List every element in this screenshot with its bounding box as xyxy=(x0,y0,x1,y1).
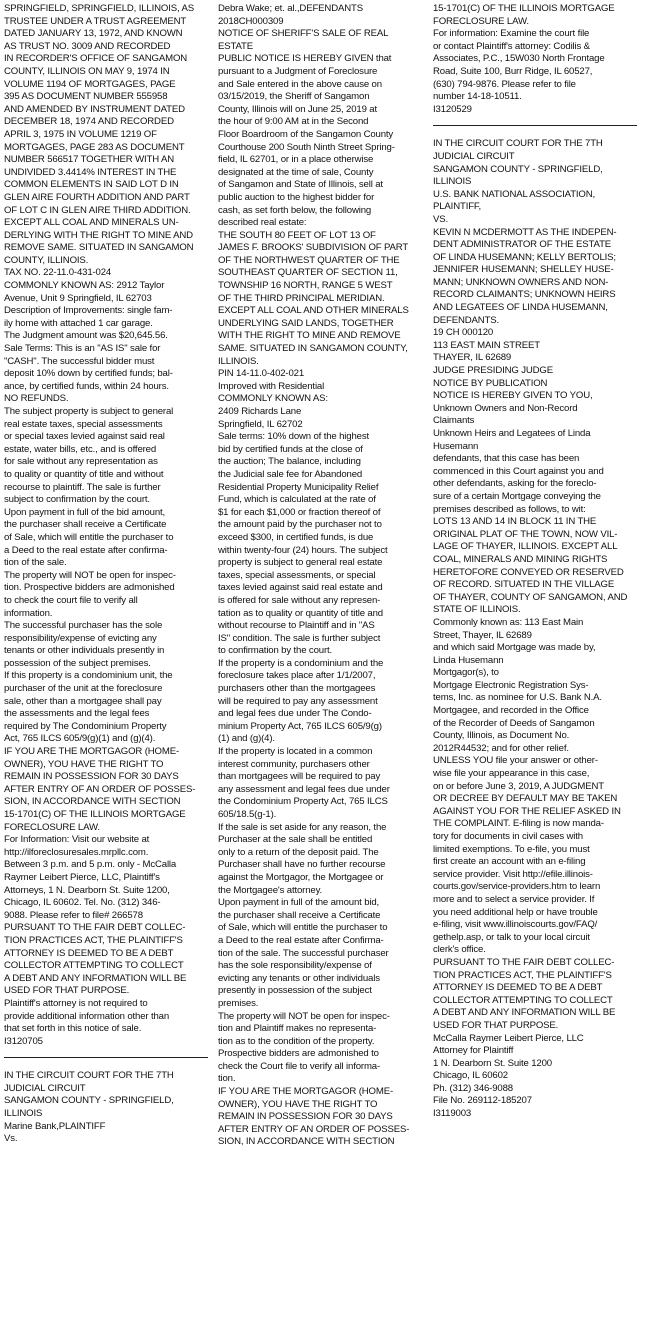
notice-line: PURSUANT TO THE FAIR DEBT COLLEC- xyxy=(4,922,186,934)
notice-line: County, Illinois will on June 25, 2019 at xyxy=(218,103,377,115)
notice-line: WITH THE RIGHT TO MINE AND REMOVE xyxy=(218,330,401,342)
notice-line: property is subject to general real estate xyxy=(218,557,383,569)
notice-line: COLLECTOR ATTEMPTING TO COLLECT xyxy=(433,994,613,1006)
notice-line: Residential Property Municipality Relief xyxy=(218,481,379,493)
notice-line: REMAIN IN POSSESSION FOR 30 DAYS xyxy=(218,1111,393,1123)
notice-line: FORECLOSURE LAW. xyxy=(4,821,100,833)
notice-line: Sale terms: 10% down of the highest xyxy=(218,431,370,443)
notice-line: the purchaser shall receive a Certificate xyxy=(218,909,381,921)
notice-line: KEVIN N MCDERMOTT AS THE INDEPEN- xyxy=(433,226,617,238)
notice-line: SION, IN ACCORDANCE WITH SECTION xyxy=(218,1136,395,1148)
notice-line: and legal fees due under The Condo- xyxy=(218,708,372,720)
notice-line: estate, water bills, etc., and is offered xyxy=(4,443,157,455)
notice-line: is offered for sale without any represen- xyxy=(218,594,381,606)
notice-line: UNLESS YOU file your answer or other- xyxy=(433,755,598,767)
notice-line: AS TRUST NO. 3009 AND RECORDED xyxy=(4,40,171,52)
notice-line: THAYER, IL 62689 xyxy=(433,352,512,364)
notice-line: ORIGINAL PLAT OF THE TOWN, NOW VIL- xyxy=(433,528,618,540)
notice-line: ATTORNEY IS DEEMED TO BE A DEBT xyxy=(433,982,603,994)
notice-line: to check the court file to verify all xyxy=(4,594,138,606)
notice-line: against the Mortgagor, the Mortgagee or xyxy=(218,871,384,883)
notice-line: premises described as follows, to wit: xyxy=(433,503,586,515)
notice-line: http://ilforeclosuresales.mrpllc.com. xyxy=(4,846,149,858)
notice-line: and which said Mortgage was made by, xyxy=(433,642,596,654)
notice-line: gethelp.asp, or talk to your local circuit xyxy=(433,931,590,943)
notice-line: purchaser of the unit at the foreclosure xyxy=(4,683,163,695)
notice-line: FORECLOSURE LAW. xyxy=(433,15,529,27)
notice-line: APRIL 3, 1975 IN VOLUME 1219 OF xyxy=(4,128,157,140)
notice-line: Chicago, IL 60602 xyxy=(433,1070,508,1082)
notice-line: JUDGE PRESIDING JUDGE xyxy=(433,365,553,377)
notice-line: required by The Condominium Property xyxy=(4,720,167,732)
notice-line: Prospective bidders are admonished to xyxy=(218,1048,379,1060)
notice-line: defendants, that this case has been xyxy=(433,453,580,465)
notice-line: JUDICIAL CIRCUIT xyxy=(433,150,515,162)
notice-line: without recourse to Plaintiff and in "AS xyxy=(218,620,375,632)
notice-line: COMMONLY KNOWN AS: 2912 Taylor xyxy=(4,280,165,292)
notice-line: LAGE OF THAYER, ILLINOIS. EXCEPT ALL xyxy=(433,541,618,553)
notice-line: USED FOR THAT PURPOSE. xyxy=(433,1019,559,1031)
notice-line: $1 for each $1,000 or fraction thereof of xyxy=(218,506,381,518)
notice-line: the purchaser shall receive a Certificate xyxy=(4,519,167,531)
notice-line: PURSUANT TO THE FAIR DEBT COLLEC- xyxy=(433,956,615,968)
notice-line: e-filing, visit www.illinoiscourts.gov/FAQ/ xyxy=(433,919,598,931)
notice-line: 15-1701(C) OF THE ILLINOIS MORTGAGE xyxy=(433,3,615,14)
notice-line: tenants or other individuals presently in xyxy=(4,645,165,657)
notice-line: for sale without any representation as xyxy=(4,456,158,468)
notice-line: COUNTY, ILLINOIS. xyxy=(4,254,89,266)
notice-line: 2012R44532; and for other relief. xyxy=(433,742,569,754)
notice-line: TION PRACTICES ACT, THE PLAINTIFF'S xyxy=(4,934,183,946)
notice-line: COUNTY, ILLINOIS ON MAY 9, 1974 IN xyxy=(4,65,170,77)
legal-notice xyxy=(4,3,208,1048)
notice-line: OF THAYER, COUNTY OF SANGAMON, AND xyxy=(433,591,628,603)
notice-line: NOTICE OF SHERIFF'S SALE OF REAL xyxy=(218,28,389,40)
notice-line: of Sale, which will entitle the purchaser to xyxy=(4,531,174,543)
notice-line: tion. xyxy=(218,1073,236,1085)
notice-line: Debra Wake; et. al.,DEFENDANTS xyxy=(218,3,363,14)
notice-line: DEFENDANTS. xyxy=(433,314,500,326)
notice-line: taxes, special assessments, or special xyxy=(218,569,376,581)
notice-line: TION PRACTICES ACT, THE PLAINTIFF'S xyxy=(433,969,612,981)
notice-line: only to a return of the deposit paid. The xyxy=(218,846,379,858)
notice-line: courts.gov/service-providers.htm to learn xyxy=(433,881,601,893)
notice-line: Road, Suite 100, Burr Ridge, IL 60527, xyxy=(433,65,593,77)
notice-line: OWNER), YOU HAVE THE RIGHT TO xyxy=(4,758,164,770)
notice-line: COMMONLY KNOWN AS: xyxy=(218,393,328,405)
notice-line: NO REFUNDS. xyxy=(4,393,69,405)
notice-line: tems, Inc. as nominee for U.S. Bank N.A. xyxy=(433,692,602,704)
notice-line: sale, other than a mortgagee shall pay xyxy=(4,695,162,707)
notice-line: Attorneys, 1 N. Dearborn St. Suite 1200, xyxy=(4,884,170,896)
notice-line: Raymer Leibert Pierce, LLC, Plaintiff's xyxy=(4,871,160,883)
notice-line: cash, as set forth below, the following xyxy=(218,204,372,216)
notice-line: sure of a certain Mortgage conveying the xyxy=(433,490,601,502)
notice-line: ILLINOIS. xyxy=(218,355,259,367)
notice-line: subject to confirmation by the court. xyxy=(4,494,150,506)
notice-line: TRUSTEE UNDER A TRUST AGREEMENT xyxy=(4,15,187,27)
notice-line: a Deed to the real estate after Confirma- xyxy=(218,934,384,946)
notice-line: File No. 269112-185207 xyxy=(433,1095,532,1107)
notice-line: commenced in this Court against you and xyxy=(433,465,604,477)
notice-line: tion of the sale. xyxy=(4,557,67,569)
notice-line: than mortgagees will be required to pay xyxy=(218,771,381,783)
notice-line: Purchaser at the sale shall be entitled xyxy=(218,834,373,846)
notice-line: NOTICE IS HEREBY GIVEN TO YOU, xyxy=(433,390,593,402)
notice-line: Claimants xyxy=(433,415,475,427)
notice-line: described real estate: xyxy=(218,217,307,229)
notice-line: COAL, MINERALS AND MINING RIGHTS xyxy=(433,553,608,565)
notice-line: MORTGAGES, PAGE 283 AS DOCUMENT xyxy=(4,141,185,153)
notice-line: within twenty-four (24) hours. The subject xyxy=(218,544,388,556)
notice-line: OR DECREE BY DEFAULT MAY BE TAKEN xyxy=(433,793,618,805)
notice-line: ILLINOIS xyxy=(4,1108,43,1120)
notice-line: The Judgment amount was $20,645.56. xyxy=(4,330,168,342)
notice-line: If the property is located in a common xyxy=(218,746,373,758)
notice-line: Description of Improvements: single fam- xyxy=(4,305,173,317)
notice-line: I3119003 xyxy=(433,1108,472,1120)
notice-line: the Condominium Property Act, 765 ILCS xyxy=(218,796,388,808)
notice-line: THE COMPLAINT. E-filing is now manda- xyxy=(433,818,604,830)
notice-line: EXCEPT ALL COAL AND OTHER MINERALS xyxy=(218,305,409,317)
notice-line: COLLECTOR ATTEMPTING TO COLLECT xyxy=(4,960,184,972)
notice-line: AGAINST YOU FOR THE RELIEF ASKED IN xyxy=(433,805,621,817)
notice-line: Between 3 p.m. and 5 p.m. only - McCalla xyxy=(4,859,177,871)
notice-line: 19 CH 000120 xyxy=(433,327,494,339)
notice-line: THE SOUTH 80 FEET OF LOT 13 OF xyxy=(218,229,376,241)
notice-line: REMAIN IN POSSESSION FOR 30 DAYS xyxy=(4,771,179,783)
notice-line: The property will NOT be open for inspec- xyxy=(218,1010,390,1022)
notice-line: pursuant to a Judgment of Foreclosure xyxy=(218,65,378,77)
notice-line: evicting any tenants or other individuals xyxy=(218,972,380,984)
notice-line: first create an account with an e-filing xyxy=(433,856,586,868)
notice-line: minium Property Act, 765 ILCS 605/9(g) xyxy=(218,720,382,732)
notice-line: STATE OF ILLINOIS. xyxy=(433,604,521,616)
notice-line: AFTER ENTRY OF AN ORDER OF POSSES- xyxy=(218,1123,410,1135)
notice-line: Mortgage Electronic Registration Sys- xyxy=(433,679,589,691)
notice-line: and Sale entered in the above cause on xyxy=(218,78,382,90)
notice-line: McCalla Raymer Leibert Pierce, LLC xyxy=(433,1032,584,1044)
notice-line: If this property is a condominium unit, the xyxy=(4,670,173,682)
column-2 xyxy=(218,3,422,1329)
notice-line: check the Court file to verify all informa- xyxy=(218,1060,381,1072)
notice-line: IN THE CIRCUIT COURT FOR THE 7TH xyxy=(4,1070,174,1082)
notice-line: Upon payment in full of the amount bid, xyxy=(218,897,380,909)
notice-line: AFTER ENTRY OF AN ORDER OF POSSES- xyxy=(4,783,196,795)
notice-line: ESTATE xyxy=(218,40,253,52)
notice-line: limited exemptions. To e-file, you must xyxy=(433,843,590,855)
notice-line: number 14-18-10511. xyxy=(433,91,522,103)
notice-line: the assessments and the legal fees xyxy=(4,708,150,720)
notice-line: Marine Bank,PLAINTIFF xyxy=(4,1120,106,1132)
notice-line: recourse to plaintiff. The sale is further xyxy=(4,481,161,493)
notice-line: Associates, P.C., 15W030 North Frontage xyxy=(433,53,605,65)
notice-line: tion and Plaintiff makes no representa- xyxy=(218,1023,377,1035)
notice-line: OF THE THIRD PRINCIPAL MERIDIAN. xyxy=(218,292,385,304)
notice-line: of Sangamon and State of Illinois, sell at xyxy=(218,179,383,191)
notice-line: that set forth in this notice of sale. xyxy=(4,1023,142,1035)
notice-line: Fund, which is calculated at the rate of xyxy=(218,494,376,506)
notice-line: provide additional information other than xyxy=(4,1010,170,1022)
notice-line: PIN 14-11.0-402-021 xyxy=(218,368,305,380)
notice-line: designated at the time of sale, County xyxy=(218,166,374,178)
notice-line: tion. Prospective bidders are admonished xyxy=(4,582,175,594)
notice-line: SPRINGFIELD, SPRINGFIELD, ILLINOIS, AS xyxy=(4,3,194,14)
legal-notice xyxy=(218,3,422,1149)
notice-line: UNDIVIDED 3.4414% INTEREST IN THE xyxy=(4,166,177,178)
notice-line: REMOVE SAME. SITUATED IN SANGAMON xyxy=(4,242,194,254)
legal-notice xyxy=(433,138,637,1120)
notice-line: field, IL 62701, or in a place otherwise xyxy=(218,154,374,166)
notice-line: to confirmation by the court. xyxy=(218,645,333,657)
notice-line: Ph. (312) 346-9088 xyxy=(433,1082,513,1094)
notice-line: possession of the subject premises. xyxy=(4,657,151,669)
notice-line: IN THE CIRCUIT COURT FOR THE 7TH xyxy=(433,138,603,150)
notice-divider xyxy=(4,1057,208,1058)
notice-line: has the sole responsibility/expense of xyxy=(218,960,372,972)
notice-line: the amount paid by the purchaser not to xyxy=(218,519,382,531)
notice-line: Avenue, Unit 9 Springfield, IL 62703 xyxy=(4,292,152,304)
notice-line: COMMON ELEMENTS IN SAID LOT D IN xyxy=(4,179,179,191)
notice-line: 1 N. Dearborn St. Suite 1200 xyxy=(433,1057,552,1069)
notice-line: SANGAMON COUNTY - SPRINGFIELD, xyxy=(433,163,603,175)
notice-line: (1) and (g)(4). xyxy=(218,733,275,745)
notice-line: 2409 Richards Lane xyxy=(218,406,302,417)
notice-line: DECEMBER 18, 1974 AND RECORDED xyxy=(4,116,174,128)
notice-line: ily home with attached 1 car garage. xyxy=(4,317,153,329)
notice-line: For Information: Visit our website at xyxy=(4,834,150,846)
notice-line: Attorney for Plaintiff xyxy=(433,1045,514,1057)
notice-line: DERLYING WITH THE RIGHT TO MINE AND xyxy=(4,229,193,241)
notice-line: responsibility/expense of evicting any xyxy=(4,632,157,644)
notice-line: on or before June 3, 2019, A JUDGMENT xyxy=(433,780,604,792)
notice-line: Unknown Heirs and Legatees of Linda xyxy=(433,428,591,439)
notice-line: IF YOU ARE THE MORTGAGOR (HOME- xyxy=(218,1086,393,1098)
notice-line: SAME. SITUATED IN SANGAMON COUNTY, xyxy=(218,343,408,355)
notice-line: EXCEPT ALL COAL AND MINERALS UN- xyxy=(4,217,179,229)
notice-line: Sale Terms: This is an "AS IS" sale for xyxy=(4,343,161,355)
notice-line: The successful purchaser has the sole xyxy=(4,620,163,632)
notice-line: Unknown Owners and Non-Record xyxy=(433,402,578,414)
notice-line: PLAINTIFF, xyxy=(433,201,482,213)
notice-line: presently in possession of the subject xyxy=(218,985,372,997)
notice-line: ance, by certified funds, within 24 hours. xyxy=(4,380,169,392)
notice-line: foreclosure takes place after 1/1/2007, xyxy=(218,670,376,682)
notice-line: If the sale is set aside for any reason, the xyxy=(218,821,387,833)
notice-line: TOWNSHIP 16 NORTH, RANGE 5 WEST xyxy=(218,280,393,292)
notice-line: more and to select a service provider. If xyxy=(433,893,595,905)
notice-line: Linda Husemann xyxy=(433,654,504,666)
notice-line: Springfield, IL 62702 xyxy=(218,418,303,430)
notice-line: or special taxes levied against said real xyxy=(4,431,165,443)
notice-line: I3120529 xyxy=(433,103,472,115)
notice-line: you need additional help or have trouble xyxy=(433,906,598,918)
notice-line: tion as to the condition of the property. xyxy=(218,1035,375,1047)
notice-line: OF LOT C IN GLEN AIRE THIRD ADDITION. xyxy=(4,204,191,216)
notice-line: any assessment and legal fees due under xyxy=(218,783,390,795)
notice-line: I3120705 xyxy=(4,1035,43,1047)
notice-line: JAMES F. BROOKS' SUBDIVISION OF PART xyxy=(218,242,409,254)
notice-line: premises. xyxy=(218,997,259,1009)
notice-line: Commonly known as: 113 East Main xyxy=(433,616,584,628)
notice-line: AND AMENDED BY INSTRUMENT DATED xyxy=(4,103,185,115)
notice-line: will be required to pay any assessment xyxy=(218,695,378,707)
notice-line: IN RECORDER'S OFFICE OF SANGAMON xyxy=(4,53,188,65)
notice-line: to quality or quantity of title and without xyxy=(4,468,164,480)
notice-line: of the Recorder of Deeds of Sangamon xyxy=(433,717,595,729)
legal-notice xyxy=(433,3,637,116)
notice-line: County, Illinois, as Document No. xyxy=(433,730,570,742)
column-3 xyxy=(433,3,637,1329)
notice-line: exceed $300, in certified funds, is due xyxy=(218,531,374,543)
notice-line: For information: Examine the court file xyxy=(433,28,590,40)
notice-line: Mortgagee, and recorded in the Office xyxy=(433,705,589,717)
notice-line: the Mortgagee's attorney. xyxy=(218,884,323,896)
notice-line: a Deed to the real estate after confirma- xyxy=(4,544,168,556)
notice-line: VOLUME 1194 OF MORTGAGES, PAGE xyxy=(4,78,176,90)
notice-line: 395 AS DOCUMENT NUMBER 555958 xyxy=(4,91,168,103)
notice-line: information. xyxy=(4,607,53,619)
notice-line: service provider. Visit http://efile.illinois- xyxy=(433,868,593,880)
notice-line: ILLINOIS xyxy=(433,176,472,188)
notice-line: purchasers other than the mortgagees xyxy=(218,683,376,695)
notice-line: Mortgagor(s), to xyxy=(433,667,499,679)
notice-line: other defendants, asking for the foreclo- xyxy=(433,478,597,490)
notice-line: NUMBER 566517 TOGETHER WITH AN xyxy=(4,154,175,166)
notice-line: DATED JANUARY 13, 1972, AND KNOWN xyxy=(4,28,183,40)
notice-line: tation as to quality or quantity of title and xyxy=(218,607,383,619)
notice-line: IS" condition. The sale is further subject xyxy=(218,632,381,644)
notice-line: or contact Plaintiff's attorney: Codilis & xyxy=(433,40,590,52)
notice-line: Plaintiff's attorney is not required to xyxy=(4,997,148,1009)
notice-line: A DEBT AND ANY INFORMATION WILL BE xyxy=(433,1007,616,1019)
notice-line: (630) 794-9876. Please refer to file xyxy=(433,78,576,90)
notice-line: 113 EAST MAIN STREET xyxy=(433,339,541,351)
notice-line: OF THE NORTHWEST QUARTER OF THE xyxy=(218,254,400,266)
notice-line: Purchaser shall have no further recourse xyxy=(218,859,386,871)
notice-line: AND LEGATEES OF LINDA HUSEMANN, xyxy=(433,302,608,314)
notice-line: Street, Thayer, IL 62689 xyxy=(433,629,532,641)
notice-divider xyxy=(433,125,637,126)
notice-line: Courthouse 200 South Ninth Street Spring- xyxy=(218,141,395,153)
notice-line: SION, IN ACCORDANCE WITH SECTION xyxy=(4,796,181,808)
notice-line: OWNER), YOU HAVE THE RIGHT TO xyxy=(218,1098,378,1110)
notice-line: public auction to the highest bidder for xyxy=(218,191,375,203)
notice-line: Improved with Residential xyxy=(218,380,325,392)
notice-line: OF RECORD. SITUATED IN THE VILLAGE xyxy=(433,579,615,591)
legal-notice xyxy=(4,1070,208,1146)
column-1 xyxy=(4,3,208,1329)
notice-line: If the property is a condominium and the xyxy=(218,657,384,669)
notice-line: SANGAMON COUNTY - SPRINGFIELD, xyxy=(4,1095,174,1107)
notice-line: 15-1701(C) OF THE ILLINOIS MORTGAGE xyxy=(4,809,186,820)
notice-line: the Judicial sale fee for Abandoned xyxy=(218,468,363,480)
notice-line: Chicago, IL 60602. Tel. No. (312) 346- xyxy=(4,897,161,909)
notice-line: USED FOR THAT PURPOSE. xyxy=(4,985,130,997)
notice-line: JENNIFER HUSEMANN; SHELLEY HUSE- xyxy=(433,264,614,276)
notice-line: SOUTHEAST QUARTER OF SECTION 11, xyxy=(218,267,398,279)
notice-line: IF YOU ARE THE MORTGAGOR (HOME- xyxy=(4,746,179,758)
notice-line: Floor Boardroom of the Sangamon County xyxy=(218,128,394,140)
notice-line: U.S. BANK NATIONAL ASSOCIATION, xyxy=(433,188,596,200)
notice-line: 605/18.5(g-1). xyxy=(218,809,277,820)
notice-line: UNDERLYING SAID LANDS, TOGETHER xyxy=(218,317,394,329)
notice-line: the auction; The balance, including xyxy=(218,456,361,468)
notice-line: OF LINDA HUSEMANN; KELLY BERTOLIS; xyxy=(433,251,616,263)
notice-line: 2018CH000309 xyxy=(218,15,284,27)
notice-line: RECORD CLAIMANTS; UNKNOWN HEIRS xyxy=(433,289,616,301)
notice-line: bid by certified funds at the close of xyxy=(218,443,363,455)
notice-line: 9088. Please refer to file# 266578 xyxy=(4,909,143,921)
notice-line: the hour of 9:00 AM at in the Second xyxy=(218,116,369,128)
notice-line: JUDICIAL CIRCUIT xyxy=(4,1082,86,1094)
notice-line: ATTORNEY IS DEEMED TO BE A DEBT xyxy=(4,947,174,959)
notice-line: deposit 10% down by certified funds; bal- xyxy=(4,368,173,380)
notice-line: GLEN AIRE FOURTH ADDITION AND PART xyxy=(4,191,190,203)
notice-line: NOTICE BY PUBLICATION xyxy=(433,377,548,389)
notice-line: HERETOFORE CONVEYED OR RESERVED xyxy=(433,566,624,578)
notice-line: interest community, purchasers other xyxy=(218,758,370,770)
notice-line: TAX NO. 22-11.0-431-024 xyxy=(4,267,112,279)
notice-line: clerk's office. xyxy=(433,944,486,956)
notice-line: A DEBT AND ANY INFORMATION WILL BE xyxy=(4,972,187,984)
notice-line: LOTS 13 AND 14 IN BLOCK 11 IN THE xyxy=(433,516,597,528)
notice-line: VS. xyxy=(433,213,449,225)
notice-line: tion of the sale. The successful purchaser xyxy=(218,947,389,959)
notice-line: tory for documents in civil cases with xyxy=(433,831,583,842)
notice-line: Vs. xyxy=(4,1133,18,1145)
notice-line: DENT ADMINISTRATOR OF THE ESTATE xyxy=(433,239,612,251)
notice-line: The subject property is subject to general xyxy=(4,406,174,417)
notice-line: The property will NOT be open for inspec- xyxy=(4,569,176,581)
notice-line: of Sale, which will entitle the purchaser to xyxy=(218,922,388,934)
notice-line: Act, 765 ILCS 605/9(g)(1) and (g)(4). xyxy=(4,733,156,745)
notice-line: "CASH". The successful bidder must xyxy=(4,355,155,367)
notice-line: wise file your appearance in this case, xyxy=(433,768,590,780)
notice-line: MANN; UNKNOWN OWNERS AND NON- xyxy=(433,276,609,288)
notice-line: Husemann xyxy=(433,440,479,452)
notice-line: 03/15/2019, the Sheriff of Sangamon xyxy=(218,91,370,103)
notice-line: taxes levied against said real estate and xyxy=(218,582,383,594)
notice-line: Upon payment in full of the bid amount, xyxy=(4,506,166,518)
notice-line: PUBLIC NOTICE IS HEREBY GIVEN that xyxy=(218,53,392,65)
notice-line: real estate taxes, special assessments xyxy=(4,418,163,430)
